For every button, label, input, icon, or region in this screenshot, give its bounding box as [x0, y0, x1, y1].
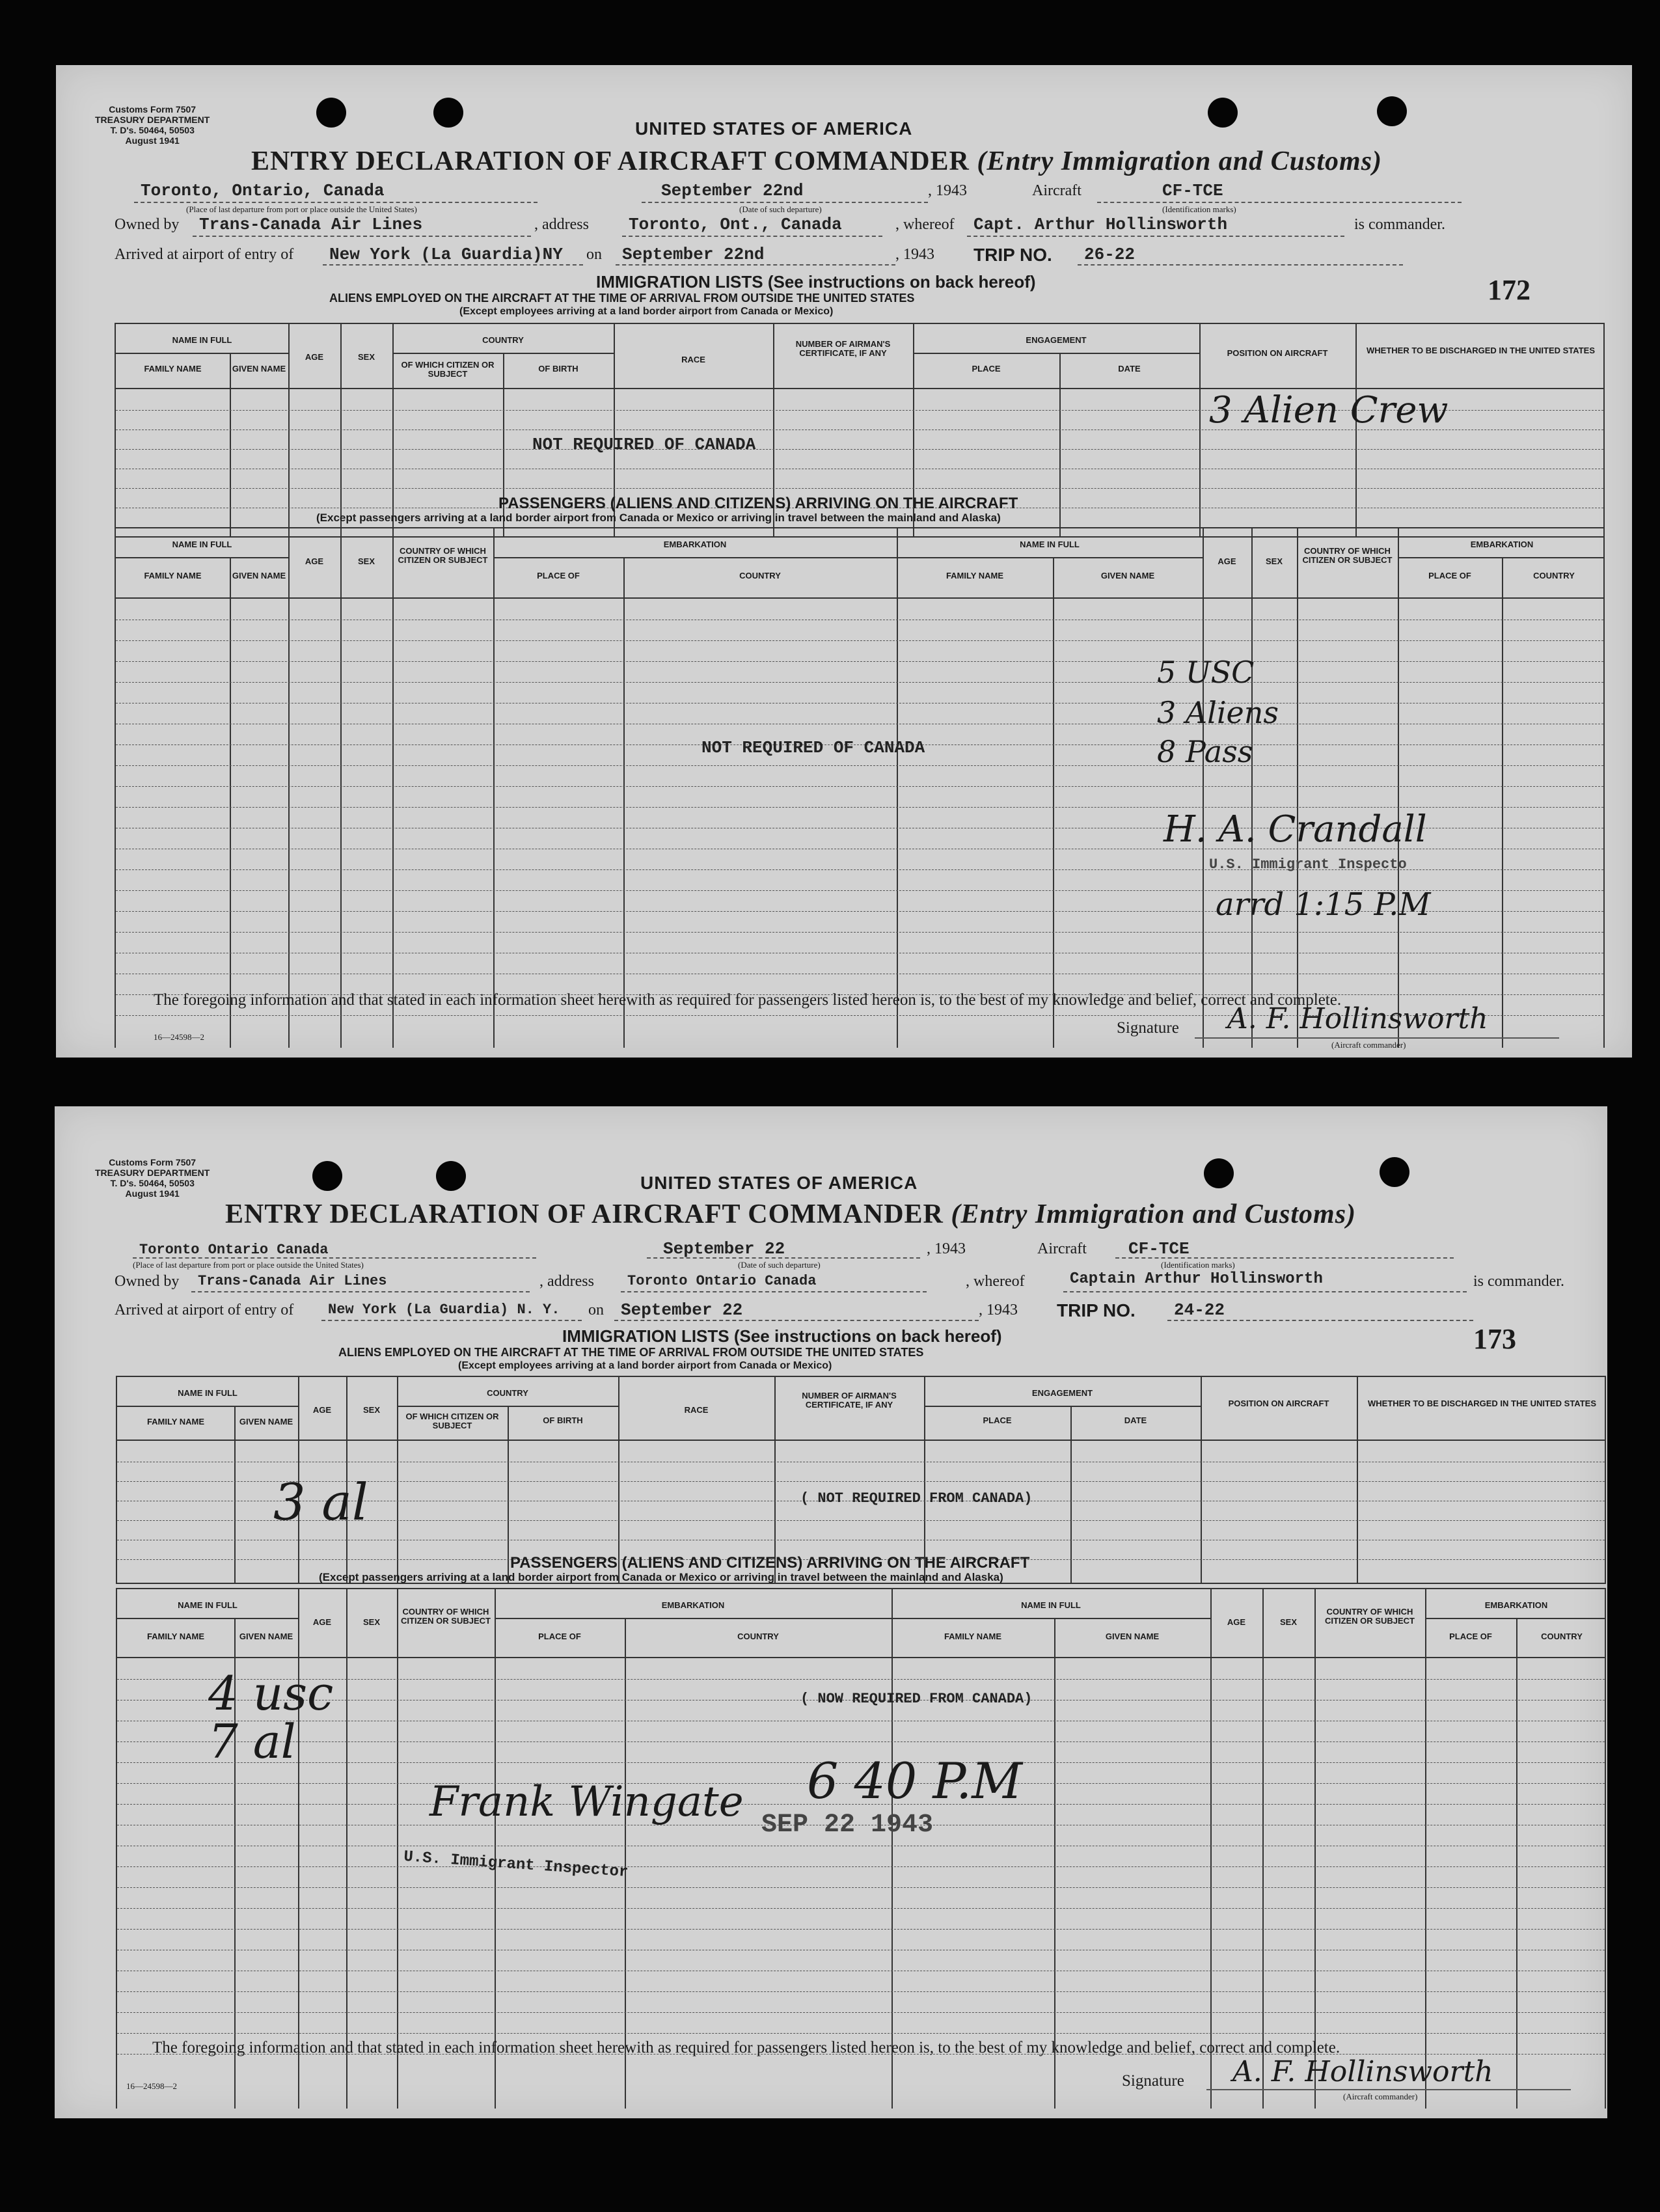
pax-col-family-name: FAMILY NAME — [144, 571, 202, 580]
certification-text: The foregoing information and that stated in each information sheet herewith as required for passengers listed hereon is, to the best of my knowledge and belief, correct and complete. — [154, 991, 1342, 1009]
col-name-in-full: NAME IN FULL — [178, 1388, 238, 1398]
sheet-number: 172 — [1488, 274, 1531, 306]
pax-col-family-name-2: FAMILY NAME — [946, 571, 1004, 580]
departure-date: September 22nd — [661, 181, 804, 200]
pax-col-embarkation-2: EMBARKATION — [1470, 539, 1534, 549]
punch-hole — [433, 98, 463, 128]
pax-col-place-of: PLACE OF — [537, 571, 580, 580]
owned-by-label: Owned by — [115, 1273, 180, 1290]
aliens-subheading: (Except employees arriving at a land border airport from Canada or Mexico) — [459, 306, 834, 317]
arrived-label: Arrived at airport of entry of — [115, 246, 294, 263]
col-sex: SEX — [357, 352, 375, 362]
pax-col-country-of: COUNTRY OF WHICH CITIZEN OR SUBJECT — [398, 546, 488, 565]
commander: Captain Arthur Hollinsworth — [1070, 1270, 1323, 1288]
pax-col-name-in-full: NAME IN FULL — [178, 1600, 238, 1610]
pax-col-name-in-full: NAME IN FULL — [172, 539, 232, 549]
departure-place-caption: (Place of last departure from port or place outside the United States) — [133, 1260, 364, 1270]
col-family-name: FAMILY NAME — [146, 1417, 205, 1427]
date-stamp: SEP 22 1943 — [761, 1810, 934, 1840]
address: Toronto Ontario Canada — [627, 1273, 817, 1289]
col-place: PLACE — [983, 1415, 1012, 1425]
department: TREASURY DEPARTMENT — [95, 115, 210, 125]
owned-by-label: Owned by — [115, 216, 180, 233]
pax-col-country: COUNTRY — [737, 1632, 779, 1641]
signature-label: Signature — [1117, 1019, 1179, 1037]
whereof-label: , whereof — [895, 216, 955, 233]
aircraft-id: CF-TCE — [1128, 1239, 1190, 1259]
col-airman-cert: NUMBER OF AIRMAN'S CERTIFICATE, IF ANY — [795, 339, 891, 358]
declaration-form-172 — [56, 65, 1632, 1058]
pax-col-given-name: GIVEN NAME — [232, 571, 286, 580]
pax-col-sex: SEX — [362, 1617, 380, 1627]
pax-col-country-of-2: COUNTRY OF WHICH CITIZEN OR SUBJECT — [1325, 1607, 1415, 1626]
is-commander-label: is commander. — [1473, 1273, 1564, 1290]
crew-table — [116, 1376, 1606, 1584]
col-sex: SEX — [362, 1405, 380, 1415]
departure-place-caption: (Place of last departure from port or place outside the United States) — [186, 204, 417, 214]
col-name-in-full: NAME IN FULL — [172, 335, 232, 345]
pax-hand-aliens: 3 Aliens — [1157, 695, 1279, 730]
departure-date-caption: (Date of such departure) — [739, 204, 822, 214]
form-number: Customs Form 7507 — [109, 104, 197, 115]
arrival-year: , 1943 — [895, 246, 934, 263]
pax-hand-citizens: 4 usc — [208, 1666, 334, 1721]
pax-hand-total: 8 Pass — [1157, 734, 1253, 769]
pax-col-embarkation: EMBARKATION — [661, 1600, 725, 1610]
pax-hand-aliens: 7 al — [208, 1714, 296, 1769]
col-engagement: ENGAGEMENT — [1026, 335, 1087, 345]
col-race: RACE — [684, 1405, 709, 1415]
pax-col-sex-2: SEX — [1279, 1617, 1297, 1627]
crew-handwritten-note: 3 Alien Crew — [1209, 389, 1449, 431]
arrival-airport: New York (La Guardia)NY — [329, 245, 563, 264]
signature-caption: (Aircraft commander) — [1331, 1040, 1406, 1050]
trip-label: TRIP NO. — [1057, 1300, 1136, 1320]
col-race: RACE — [681, 355, 705, 364]
address-label: , address — [539, 1273, 594, 1290]
form-title — [251, 146, 1382, 177]
passengers-heading: PASSENGERS (ALIENS AND CITIZENS) ARRIVING ON THE AIRCRAFT — [498, 495, 1018, 512]
passengers-subheading: (Except passengers arriving at a land border airport from Canada or Mexico or arriving in travel between the mainland and Alaska) — [316, 512, 1001, 524]
col-country: COUNTRY — [487, 1388, 528, 1398]
col-of-birth: OF BIRTH — [538, 364, 578, 374]
col-of-birth: OF BIRTH — [543, 1415, 583, 1425]
col-given-name: GIVEN NAME — [239, 1417, 293, 1427]
pax-hand-citizens: 5 USC — [1157, 655, 1255, 690]
col-date: DATE — [1118, 364, 1141, 374]
departure-year: , 1943 — [928, 182, 967, 199]
form-date: August 1941 — [125, 1188, 180, 1199]
address-label: , address — [534, 216, 589, 233]
trip-label: TRIP NO. — [973, 245, 1052, 265]
inspector-title: U.S. Immigrant Inspector — [403, 1848, 629, 1882]
passengers-subheading: (Except passengers arriving at a land border airport from Canada or Mexico or arriving in travel between the mainland and Alaska) — [319, 1571, 1003, 1583]
aircraft-caption: (Identification marks) — [1161, 1260, 1235, 1270]
arrival-year: , 1943 — [979, 1302, 1018, 1318]
sheet-number: 173 — [1473, 1323, 1516, 1355]
commander: Capt. Arthur Hollinsworth — [973, 215, 1228, 234]
pax-col-country-of-2: COUNTRY OF WHICH CITIZEN OR SUBJECT — [1302, 546, 1393, 565]
crew-handwritten-note: 3 al — [273, 1473, 368, 1532]
departure-date: September 22 — [663, 1239, 785, 1259]
aircraft-caption: (Identification marks) — [1162, 204, 1236, 214]
col-position: POSITION ON AIRCRAFT — [1227, 348, 1328, 358]
signature-label: Signature — [1122, 2072, 1184, 2090]
commander-signature: A. F. Hollinsworth — [1232, 2055, 1493, 2088]
pax-col-country-of: COUNTRY OF WHICH CITIZEN OR SUBJECT — [401, 1607, 491, 1626]
pax-col-name-in-full-2: NAME IN FULL — [1020, 539, 1080, 549]
col-citizen-of: OF WHICH CITIZEN OR SUBJECT — [405, 1412, 499, 1430]
col-age: AGE — [312, 1405, 332, 1415]
col-family-name: FAMILY NAME — [144, 364, 202, 374]
punch-hole — [1380, 1157, 1409, 1187]
trip-no: 24-22 — [1174, 1300, 1225, 1320]
punch-hole — [1204, 1158, 1234, 1188]
departure-year: , 1943 — [927, 1240, 966, 1257]
col-country: COUNTRY — [482, 335, 524, 345]
immigration-lists-heading: IMMIGRATION LISTS (See instructions on back hereof) — [596, 272, 1036, 292]
punch-hole — [316, 98, 346, 128]
arrival-date: September 22 — [621, 1300, 743, 1320]
print-code: 16—24598—2 — [154, 1032, 204, 1042]
col-engagement: ENGAGEMENT — [1031, 1388, 1093, 1398]
pax-col-sex: SEX — [357, 556, 375, 566]
arrival-date: September 22nd — [622, 245, 765, 264]
col-discharged: WHETHER TO BE DISCHARGED IN THE UNITED STATES — [1366, 346, 1595, 355]
on-label: on — [588, 1302, 604, 1318]
departure-place: Toronto Ontario Canada — [139, 1242, 329, 1258]
pax-col-age: AGE — [312, 1617, 332, 1627]
departure-date-caption: (Date of such departure) — [738, 1260, 821, 1270]
col-date: DATE — [1124, 1415, 1147, 1425]
is-commander-label: is commander. — [1354, 216, 1445, 233]
aircraft-label: Aircraft — [1037, 1240, 1087, 1257]
on-label: on — [586, 246, 602, 263]
pax-col-age: AGE — [305, 556, 324, 566]
form-number: Customs Form 7507 — [109, 1157, 197, 1167]
col-discharged: WHETHER TO BE DISCHARGED IN THE UNITED STATES — [1367, 1399, 1596, 1408]
pax-col-country: COUNTRY — [739, 571, 781, 580]
pax-col-age-2: AGE — [1218, 556, 1236, 566]
pax-col-age-2: AGE — [1227, 1617, 1246, 1627]
pax-col-family-name-2: FAMILY NAME — [944, 1632, 1002, 1641]
aliens-heading: ALIENS EMPLOYED ON THE AIRCRAFT AT THE TIME OF ARRIVAL FROM OUTSIDE THE UNITED STATES — [338, 1346, 924, 1359]
pax-col-given-name-2: GIVEN NAME — [1100, 571, 1155, 580]
punch-hole — [1208, 98, 1238, 128]
pax-col-name-in-full-2: NAME IN FULL — [1021, 1600, 1081, 1610]
treasury-decisions: T. D's. 50464, 50503 — [110, 125, 195, 135]
country-heading: UNITED STATES OF AMERICA — [635, 118, 913, 139]
aircraft-id: CF-TCE — [1162, 181, 1223, 200]
declaration-form-173 — [55, 1106, 1607, 2118]
punch-hole — [312, 1161, 342, 1191]
form-title-main: ENTRY DECLARATION OF AIRCRAFT COMMANDER — [251, 146, 970, 176]
col-given-name: GIVEN NAME — [232, 364, 286, 374]
form-number-block — [95, 104, 210, 146]
form-date: August 1941 — [125, 135, 180, 146]
pax-col-place-of-2: PLACE OF — [1449, 1632, 1492, 1641]
pax-col-country-2: COUNTRY — [1533, 571, 1575, 580]
pax-col-embarkation: EMBARKATION — [663, 539, 727, 549]
passenger-table — [115, 527, 1605, 1048]
pax-col-embarkation-2: EMBARKATION — [1484, 1600, 1548, 1610]
passenger-note: ( NOW REQUIRED FROM CANADA) — [800, 1691, 1033, 1707]
col-citizen-of: OF WHICH CITIZEN OR SUBJECT — [401, 360, 495, 379]
col-airman-cert: NUMBER OF AIRMAN'S CERTIFICATE, IF ANY — [802, 1391, 897, 1410]
owner: Trans-Canada Air Lines — [199, 215, 423, 234]
pax-col-sex-2: SEX — [1265, 556, 1283, 566]
pax-col-place-of: PLACE OF — [538, 1632, 581, 1641]
aliens-subheading: (Except employees arriving at a land border airport from Canada or Mexico) — [458, 1360, 832, 1371]
inspector-signature: Frank Wingate — [429, 1778, 744, 1826]
inspector-signature: H. A. Crandall — [1163, 808, 1427, 851]
pax-col-given-name: GIVEN NAME — [239, 1632, 293, 1641]
aliens-heading: ALIENS EMPLOYED ON THE AIRCRAFT AT THE TIME OF ARRIVAL FROM OUTSIDE THE UNITED STATES — [329, 292, 915, 305]
whereof-label: , whereof — [966, 1273, 1025, 1290]
treasury-decisions: T. D's. 50464, 50503 — [110, 1178, 195, 1188]
crew-note: ( NOT REQUIRED FROM CANADA) — [800, 1490, 1033, 1507]
punch-hole — [1377, 96, 1407, 126]
immigration-lists-heading: IMMIGRATION LISTS (See instructions on back hereof) — [562, 1326, 1002, 1346]
print-code: 16—24598—2 — [126, 2081, 177, 2091]
form-title-italic: (Entry Immigration and Customs) — [951, 1199, 1357, 1229]
aircraft-label: Aircraft — [1032, 182, 1082, 199]
form-title-main: ENTRY DECLARATION OF AIRCRAFT COMMANDER — [225, 1199, 944, 1229]
passenger-note: NOT REQUIRED OF CANADA — [701, 738, 925, 758]
form-title-italic: (Entry Immigration and Customs) — [977, 146, 1383, 176]
country-heading: UNITED STATES OF AMERICA — [640, 1173, 918, 1193]
commander-signature: A. F. Hollinsworth — [1227, 1002, 1488, 1035]
arrival-time-note: 6 40 P.M — [807, 1752, 1023, 1810]
col-place: PLACE — [972, 364, 1001, 374]
form-title — [225, 1199, 1356, 1230]
crew-note: NOT REQUIRED OF CANADA — [532, 435, 756, 454]
certification-text: The foregoing information and that stated in each information sheet herewith as required for passengers listed hereon is, to the best of my knowledge and belief, correct and complete. — [152, 2039, 1340, 2056]
inspector-title: U.S. Immigrant Inspecto — [1209, 856, 1407, 873]
pax-col-given-name-2: GIVEN NAME — [1105, 1632, 1160, 1641]
pax-col-place-of-2: PLACE OF — [1428, 571, 1471, 580]
pax-col-family-name: FAMILY NAME — [146, 1632, 205, 1641]
signature-caption: (Aircraft commander) — [1343, 2092, 1418, 2101]
trip-no: 26-22 — [1084, 245, 1136, 264]
address: Toronto, Ont., Canada — [629, 215, 842, 234]
arrival-airport: New York (La Guardia) N. Y. — [328, 1302, 560, 1318]
punch-hole — [436, 1161, 466, 1191]
passenger-table — [116, 1588, 1606, 2109]
col-position: POSITION ON AIRCRAFT — [1228, 1399, 1329, 1408]
department: TREASURY DEPARTMENT — [95, 1167, 210, 1178]
arrival-time-note: arrd 1:15 P.M — [1216, 886, 1431, 923]
departure-place: Toronto, Ontario, Canada — [141, 181, 385, 200]
pax-col-country-2: COUNTRY — [1541, 1632, 1583, 1641]
arrived-label: Arrived at airport of entry of — [115, 1302, 294, 1318]
passengers-heading: PASSENGERS (ALIENS AND CITIZENS) ARRIVING ON THE AIRCRAFT — [510, 1554, 1030, 1572]
form-number-block — [95, 1157, 210, 1199]
col-age: AGE — [305, 352, 324, 362]
owner: Trans-Canada Air Lines — [198, 1273, 387, 1289]
